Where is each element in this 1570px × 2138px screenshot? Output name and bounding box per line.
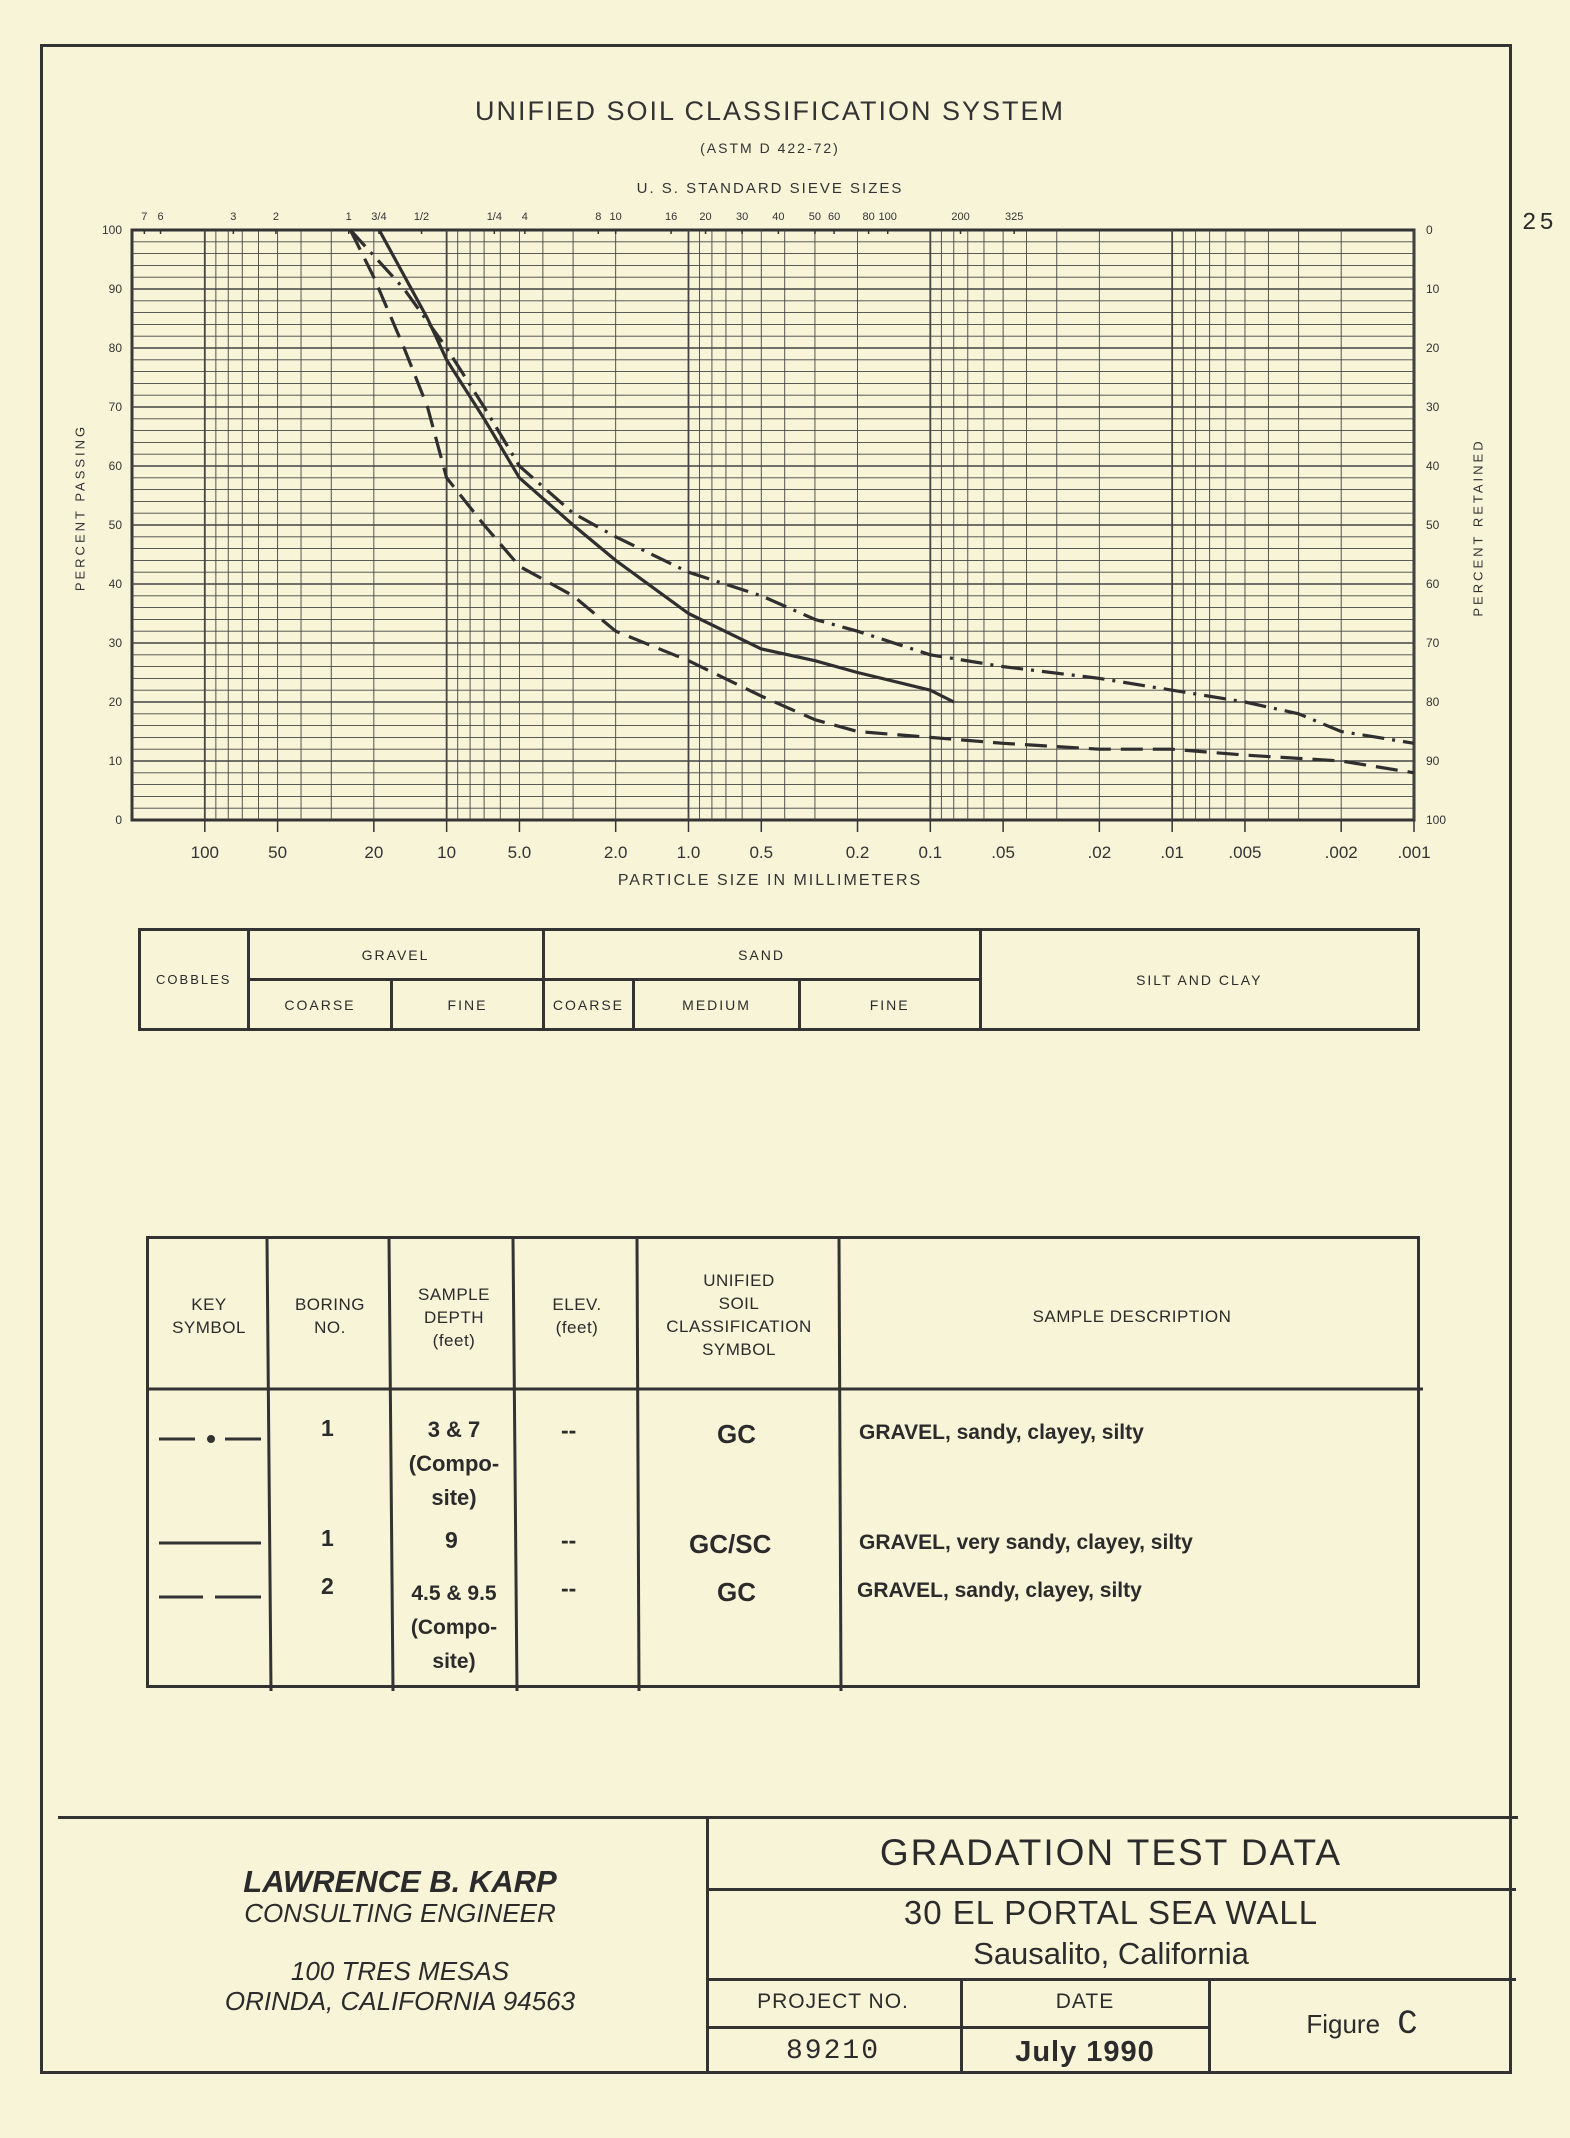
hdr-boring-2: NO.	[314, 1318, 346, 1337]
hdr-key-2: SYMBOL	[172, 1318, 246, 1337]
gravel-label: GRAVEL	[248, 930, 543, 980]
y-left-tick: 90	[108, 282, 122, 296]
x-tick-label: 2.0	[603, 843, 628, 862]
classification-band	[138, 928, 1420, 1031]
row3-depth-2: (Compo-	[410, 1616, 498, 1639]
y-right-tick: 20	[1426, 341, 1440, 355]
row1-elev: --	[561, 1417, 577, 1443]
project-name: 30 EL PORTAL SEA WALL	[903, 1894, 1319, 1931]
sieve-label: 1	[345, 211, 352, 223]
hdr-uscs-4: SYMBOL	[702, 1340, 776, 1359]
date-label: DATE	[1055, 1990, 1115, 2013]
key-symbols	[159, 1437, 261, 1598]
page-number: 25	[1522, 210, 1557, 237]
y-left-tick: 70	[108, 400, 122, 414]
x-tick-label: 5.0	[507, 843, 532, 862]
sieve-label: 3	[230, 211, 237, 223]
x-tick-label: 20	[364, 843, 384, 862]
x-tick-label: 100	[190, 843, 219, 862]
silt-clay-label: SILT AND CLAY	[980, 930, 1419, 1030]
y-left-tick: 100	[101, 223, 122, 237]
figure-word: Figure	[1306, 2009, 1381, 2039]
hdr-depth-3: (feet)	[432, 1331, 476, 1350]
sieve-label: 20	[699, 211, 712, 223]
sand-coarse-label: COARSE	[543, 980, 634, 1030]
engineer-role: CONSULTING ENGINEER	[244, 1898, 556, 1928]
row1-uscs: GC	[717, 1419, 756, 1449]
sieve-label: 16	[664, 211, 678, 223]
engineer-name: LAWRENCE B. KARP	[243, 1864, 557, 1899]
x-tick-label: 1.0	[676, 843, 701, 862]
sieve-label: 4	[521, 211, 528, 223]
engineer-address-1: 100 TRES MESAS	[290, 1956, 510, 1986]
x-tick-label: .01	[1160, 843, 1184, 862]
key-table	[146, 1236, 1420, 1688]
sieve-label: 2	[272, 211, 279, 223]
x-tick-label: .001	[1397, 843, 1431, 862]
hdr-depth-2: DEPTH	[423, 1308, 485, 1327]
y-right-tick: 0	[1426, 223, 1433, 237]
sieve-label: 50	[808, 211, 822, 223]
sieve-label: 100	[878, 211, 897, 223]
gravel-coarse-label: COARSE	[248, 980, 392, 1030]
sieve-label: 60	[827, 211, 841, 223]
row3-boring: 2	[321, 1573, 334, 1599]
y-left-tick: 10	[108, 754, 122, 768]
sieve-label: 1/4	[486, 211, 502, 223]
sieve-label: 325	[1005, 211, 1024, 223]
date-value: July 1990	[1015, 2036, 1155, 2068]
hdr-depth-1: SAMPLE	[418, 1285, 490, 1304]
project-location: Sausalito, California	[973, 1936, 1249, 1971]
x-tick-label: .005	[1228, 843, 1262, 862]
x-axis-label: PARTICLE SIZE IN MILLIMETERS	[617, 872, 923, 889]
hdr-uscs-2: SOIL	[718, 1294, 760, 1313]
sieve-label: 7	[141, 211, 148, 223]
engineer-address-2: ORINDA, CALIFORNIA 94563	[224, 1986, 576, 2016]
y-left-tick: 40	[108, 577, 122, 591]
row3-desc: GRAVEL, sandy, clayey, silty	[857, 1579, 1142, 1602]
y-right-tick: 80	[1426, 695, 1440, 709]
y-right-tick: 90	[1426, 754, 1440, 768]
hdr-elev-1: ELEV.	[552, 1295, 602, 1314]
project-no: 89210	[785, 2036, 880, 2067]
sieve-label: 1/2	[413, 211, 430, 223]
figure-letter: C	[1397, 2006, 1418, 2044]
x-tick-label: 0.2	[845, 843, 870, 862]
row3-uscs: GC	[717, 1577, 756, 1607]
x-tick-label: 0.1	[918, 843, 943, 862]
row2-depth: 9	[445, 1527, 458, 1553]
y-left-tick: 0	[115, 813, 122, 827]
row1-depth-1: 3 & 7	[427, 1417, 481, 1442]
hdr-key-1: KEY	[191, 1295, 227, 1314]
sieve-label: 6	[157, 211, 164, 223]
y-left-tick: 30	[108, 636, 122, 650]
row3-elev: --	[561, 1575, 577, 1601]
y-right-tick: 60	[1426, 577, 1440, 591]
row3-depth-1: 4.5 & 9.5	[411, 1582, 497, 1605]
y-right-tick: 70	[1426, 636, 1440, 650]
gravel-fine-label: FINE	[392, 980, 543, 1030]
row2-uscs: GC/SC	[689, 1529, 772, 1559]
sand-medium-label: MEDIUM	[634, 980, 799, 1030]
row2-boring: 1	[321, 1525, 334, 1551]
sieve-label: 10	[609, 211, 622, 223]
y-right-tick: 30	[1426, 400, 1440, 414]
row2-elev: --	[561, 1527, 577, 1553]
project-no-label: PROJECT NO.	[757, 1990, 909, 2013]
row2-desc: GRAVEL, very sandy, clayey, silty	[859, 1531, 1193, 1554]
cobbles-label: COBBLES	[140, 930, 249, 1030]
sieve-label: 200	[951, 211, 970, 223]
row1-depth-3: site)	[431, 1485, 477, 1510]
figure-label	[1212, 2006, 1512, 2044]
y-right-tick: 100	[1426, 813, 1447, 827]
chart-title: UNIFIED SOIL CLASSIFICATION SYSTEM	[474, 96, 1066, 126]
sieve-axis-label: U. S. STANDARD SIEVE SIZES	[636, 180, 904, 197]
y-right-tick: 40	[1426, 459, 1440, 473]
report-title: GRADATION TEST DATA	[879, 1832, 1343, 1873]
row1-desc: GRAVEL, sandy, clayey, silty	[859, 1421, 1144, 1444]
y-left-tick: 60	[108, 459, 122, 473]
sand-fine-label: FINE	[799, 980, 980, 1030]
hdr-boring-1: BORING	[294, 1295, 366, 1314]
y-left-tick: 80	[108, 341, 122, 355]
engineer-block	[100, 1840, 700, 2060]
y-axis-left-label: PERCENT PASSING	[72, 423, 88, 592]
sieve-label: 40	[772, 211, 785, 223]
x-tick-label: .02	[1087, 843, 1112, 862]
y-left-tick: 20	[108, 695, 122, 709]
row3-depth-3: site)	[432, 1650, 476, 1673]
x-tick-label: .002	[1324, 843, 1358, 862]
sieve-label: 8	[595, 211, 602, 223]
sieve-label: 3/4	[371, 211, 387, 223]
sieve-label: 30	[736, 211, 749, 223]
x-tick-label: 50	[268, 843, 288, 862]
y-right-tick: 10	[1426, 282, 1440, 296]
x-tick-label: 0.5	[749, 843, 774, 862]
hdr-elev-2: (feet)	[555, 1318, 599, 1337]
hdr-uscs-3: CLASSIFICATION	[666, 1317, 812, 1336]
y-axis-right-label: PERCENT RETAINED	[1470, 438, 1486, 617]
y-left-tick: 50	[108, 518, 122, 532]
row1-depth-2: (Compo-	[408, 1451, 500, 1476]
chart-subtitle: (ASTM D 422-72)	[700, 140, 840, 156]
row1-boring: 1	[321, 1415, 334, 1441]
hdr-desc: SAMPLE DESCRIPTION	[1032, 1307, 1232, 1326]
sieve-label: 80	[862, 211, 875, 223]
sand-label: SAND	[543, 930, 980, 980]
x-tick-label: 10	[437, 843, 457, 862]
hdr-uscs-1: UNIFIED	[703, 1271, 775, 1290]
x-tick-label: .05	[991, 843, 1015, 862]
gradation-chart	[0, 0, 1570, 900]
y-right-tick: 50	[1426, 518, 1440, 532]
